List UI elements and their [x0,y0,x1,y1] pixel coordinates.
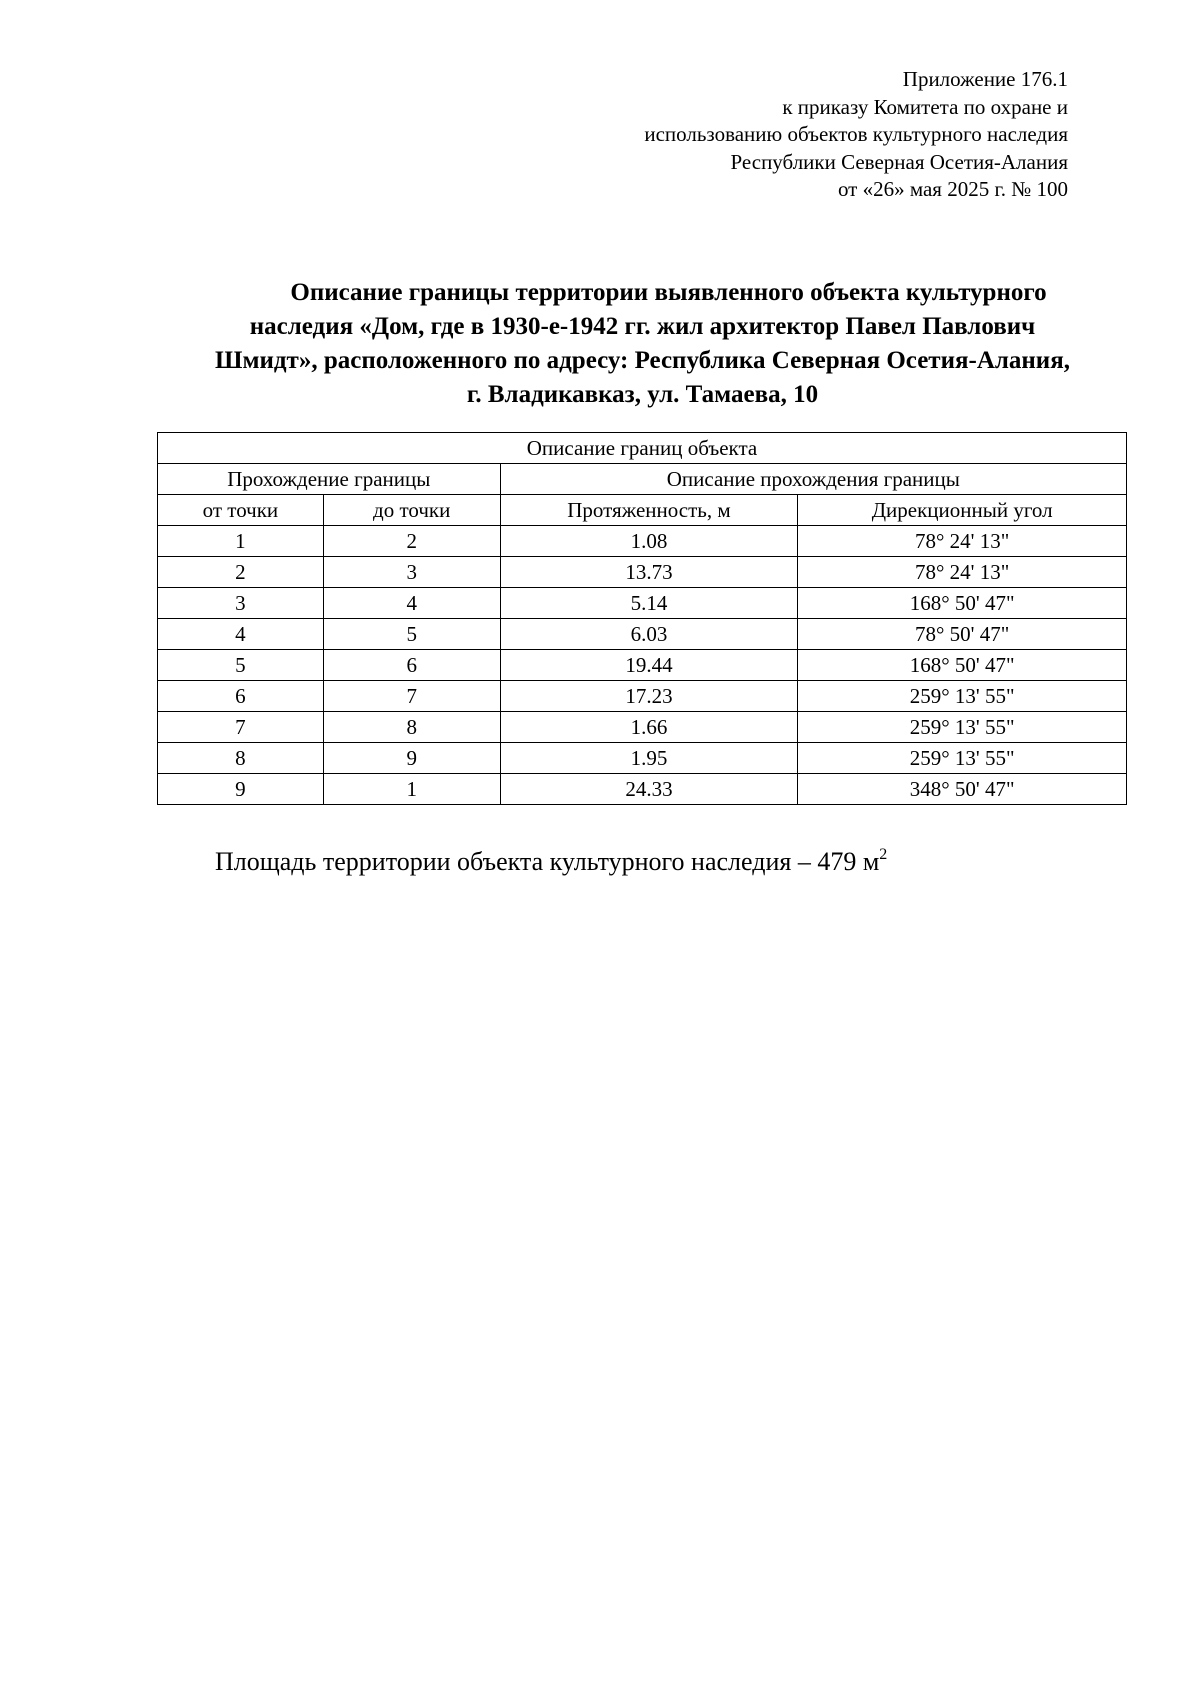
group-header-description: Описание прохождения границы [500,464,1126,495]
cell-angle: 259° 13' 55" [798,681,1127,712]
cell-length: 13.73 [500,557,798,588]
group-header-route: Прохождение границы [158,464,501,495]
table-row [158,526,1127,557]
cell-from-point: 2 [158,557,324,588]
cell-angle: 259° 13' 55" [798,712,1127,743]
cell-from-point: 3 [158,588,324,619]
cell-to-point: 7 [323,681,500,712]
cell-angle: 348° 50' 47" [798,774,1127,805]
cell-to-point: 2 [323,526,500,557]
cell-from-point: 8 [158,743,324,774]
cell-length: 17.23 [500,681,798,712]
table-row [158,619,1127,650]
area-superscript: 2 [879,846,888,863]
title-line: наследия «Дом, где в 1930-е-1942 гг. жил архитектор Павел Павлович [249,313,1036,340]
table-group-row [158,464,1127,495]
cell-angle: 259° 13' 55" [798,743,1127,774]
cell-to-point: 1 [323,774,500,805]
table-row [158,774,1127,805]
cell-angle: 168° 50' 47" [798,650,1127,681]
title-line: Шмидт», расположенного по адресу: Республика Северная Осетия-Алания, [215,347,1070,374]
area-statement [215,846,887,877]
document-title [150,276,1135,412]
column-header-to: до точки [323,495,500,526]
cell-from-point: 6 [158,681,324,712]
cell-to-point: 3 [323,557,500,588]
area-text: Площадь территории объекта культурного наследия – 479 м [215,847,880,876]
appendix-line: к приказу Комитета по охране и [782,94,1068,119]
cell-angle: 78° 50' 47" [798,619,1127,650]
cell-angle: 78° 24' 13" [798,557,1127,588]
boundary-table [157,432,1127,805]
cell-from-point: 1 [158,526,324,557]
cell-from-point: 4 [158,619,324,650]
cell-length: 1.08 [500,526,798,557]
cell-from-point: 7 [158,712,324,743]
column-header-angle: Дирекционный угол [798,495,1127,526]
cell-length: 5.14 [500,588,798,619]
appendix-line: Приложение 176.1 [902,67,1068,91]
cell-length: 24.33 [500,774,798,805]
cell-length: 6.03 [500,619,798,650]
column-header-from: от точки [158,495,324,526]
table-caption-row [158,433,1127,464]
cell-length: 1.66 [500,712,798,743]
title-line: г. Владикавказ, ул. Тамаева, 10 [466,381,819,408]
cell-angle: 78° 24' 13" [798,526,1127,557]
table-row [158,650,1127,681]
title-line: Описание границы территории выявленного объекта культурного [290,279,1047,306]
cell-from-point: 9 [158,774,324,805]
appendix-block [508,66,1068,204]
cell-angle: 168° 50' 47" [798,588,1127,619]
cell-to-point: 5 [323,619,500,650]
cell-from-point: 5 [158,650,324,681]
cell-to-point: 9 [323,743,500,774]
table-header-row [158,495,1127,526]
table-caption: Описание границ объекта [158,433,1127,464]
table-row [158,681,1127,712]
appendix-line: Республики Северная Осетия-Алания [730,149,1068,174]
cell-to-point: 6 [323,650,500,681]
table-row [158,743,1127,774]
appendix-line: использованию объектов культурного наследия [644,122,1068,146]
table-row [158,557,1127,588]
cell-to-point: 8 [323,712,500,743]
table-row [158,712,1127,743]
cell-length: 19.44 [500,650,798,681]
cell-length: 1.95 [500,743,798,774]
cell-to-point: 4 [323,588,500,619]
table-row [158,588,1127,619]
column-header-length: Протяженность, м [500,495,798,526]
appendix-line: от «26» мая 2025 г. № 100 [837,177,1068,201]
